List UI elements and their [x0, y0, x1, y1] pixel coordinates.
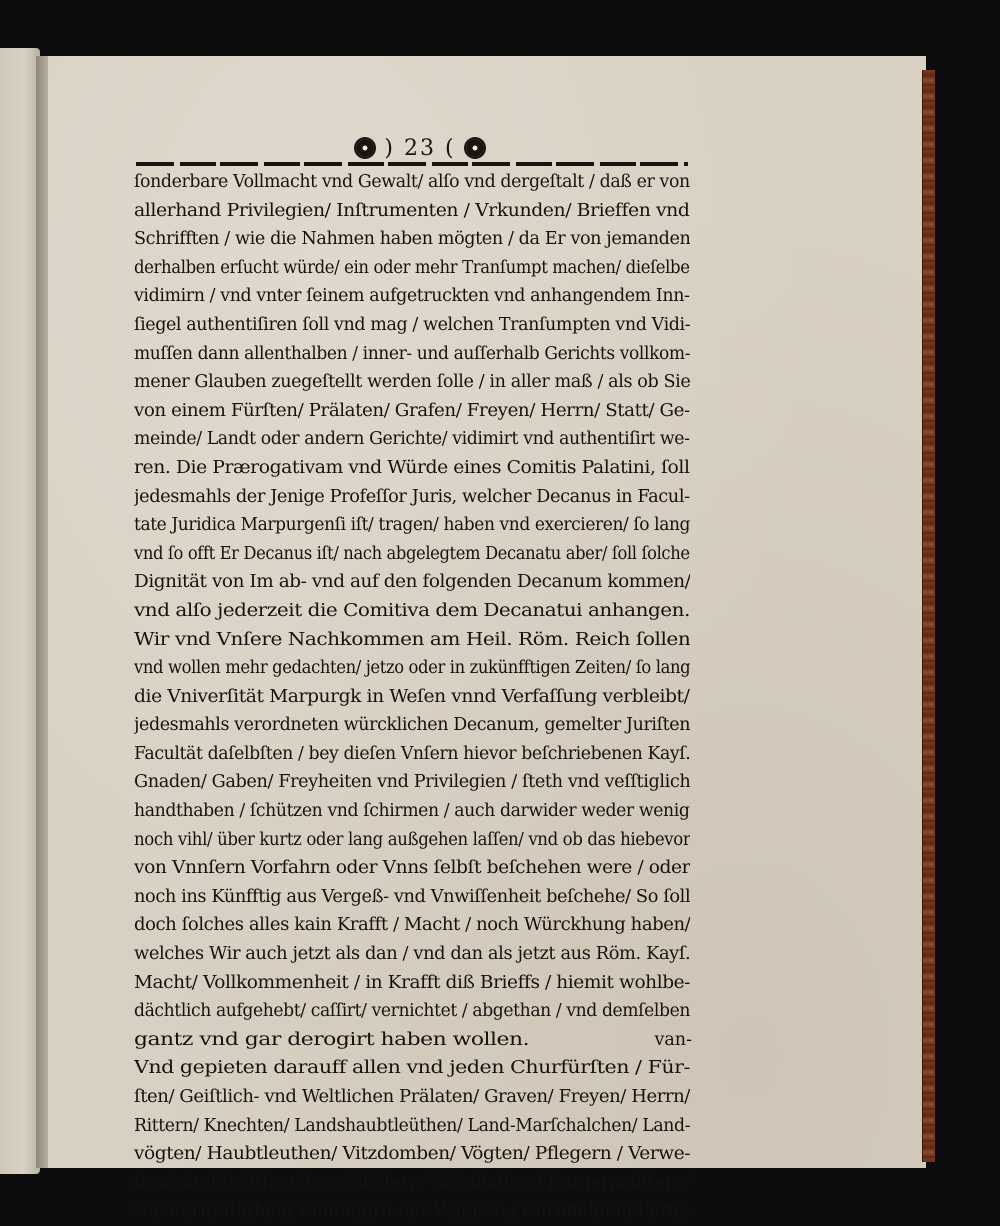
- text-line: vnd ſo offt Er Decanus iſt/ nach abgelegtem Decanatu aber/ ſoll ſolche: [134, 543, 690, 564]
- text-line: Wir vnd Vnſere Nachkommen am Heil. Röm. Reich ſollen: [134, 629, 690, 650]
- text-line: Dignität von Im ab- vnd auf den folgenden Decanum kommen/: [134, 572, 690, 593]
- text-line: ſern/ Ambtleüthen/ Landrichtern/ Schultaiſen / Burgermaiſtern/: [134, 1172, 690, 1193]
- text-line: tate Juridica Marpurgenſi iſt/ tragen/ haben vnd exercieren/ ſo lang: [134, 515, 690, 536]
- text-line: jedesmahls verordneten würcklichen Decanum, gemelter Juriſten: [134, 715, 690, 736]
- text-line: Facultät daſelbſten / bey dieſen Vnſern hievor beſchriebenen Kayſ.: [134, 743, 690, 764]
- text-line: allerhand Privilegien/ Inſtrumenten / Vrkunden/ Brieffen vnd: [134, 200, 690, 221]
- text-line: jedesmahls der Jenige Profeſſor Juris, welcher Decanus in Facul-: [134, 486, 690, 507]
- text-line: meinde/ Landt oder andern Gerichte/ vidimirt vnd authentiſirt we-: [134, 429, 690, 450]
- fleuron-right-icon: [466, 139, 484, 157]
- text-line: Rittern/ Knechten/ Landshaubtleüthen/ Land-Marſchalchen/ Land-: [134, 1115, 690, 1136]
- text-line: derhalben erſucht würde/ ein oder mehr Tranſumpt machen/ dieſelbe: [134, 257, 690, 278]
- fleuron-left-icon: [356, 139, 374, 157]
- body-text: [134, 168, 690, 1226]
- running-head: [150, 130, 690, 166]
- text-line: handthaben / ſchützen vnd ſchirmen / auch darwider weder wenig: [134, 801, 690, 822]
- text-line: dächtlich aufgehebt/ caſſirt/ vernichtet / abgethan / vnd demſelben: [134, 1001, 690, 1022]
- text-line: vögten/ Haubtleuthen/ Vitzdomben/ Vögten/ Pflegern / Verwe-: [134, 1144, 690, 1165]
- facing-page-edge: [0, 48, 40, 1174]
- text-line: gantz vnd gar derogirt haben wollen.: [134, 1029, 530, 1050]
- catchword: van-: [654, 1030, 692, 1050]
- text-line: vidimirn / vnd vnter ſeinem aufgetruckten vnd anhangendem Inn-: [134, 286, 690, 307]
- text-line: ſiegel authentiſiren ſoll vnd mag / welchen Tranſumpten vnd Vidi-: [134, 314, 690, 335]
- text-line: die Vniverſität Marpurgk in Weſen vnnd Verfaſſung verbleibt/: [134, 686, 690, 707]
- text-line: Richtern/ Räthen/ Kündigern der Wappen / Ehrnholden/ Perſe-: [134, 1201, 690, 1222]
- text-line: von Vnnſern Vorfahrn oder Vnns ſelbſt beſchehen were / oder: [134, 858, 690, 879]
- page-fore-edge: [922, 70, 935, 1162]
- header-rule: [136, 162, 688, 166]
- page-number: ) 23 (: [384, 135, 456, 161]
- text-line: ſten/ Geiſtlich- vnd Weltlichen Prälaten/ Graven/ Freyen/ Herrn/: [134, 1087, 690, 1107]
- text-line: vnd wollen mehr gedachten/ jetzo oder in zukünfftigen Zeiten/ ſo lang: [134, 658, 690, 679]
- text-line: Vnd gepieten darauff allen vnd jeden Churfürſten / Für-: [134, 1058, 690, 1079]
- text-line: noch ins Künfftig aus Vergeß- vnd Vnwiſſenheit beſchehe/ So ſoll: [134, 886, 690, 907]
- text-line: von einem Fürſten/ Prälaten/ Grafen/ Freyen/ Herrn/ Statt/ Ge-: [134, 400, 690, 421]
- text-line: muſſen dann allenthalben / inner- und auſſerhalb Gerichts vollkom-: [134, 343, 690, 364]
- text-line: doch ſolches alles kain Krafft / Macht / noch Würckhung haben/: [134, 915, 690, 936]
- text-line: mener Glauben zuegeſtellt werden ſolle / in aller maß / als ob Sie: [134, 372, 690, 393]
- text-line: Gnaden/ Gaben/ Freyheiten vnd Privilegien / ſteth vnd veſſtiglich: [134, 772, 690, 793]
- text-line: ren. Die Prærogativam vnd Würde eines Comitis Palatini, ſoll: [134, 457, 690, 478]
- text-line: Macht/ Vollkommenheit / in Krafft diß Brieffs / hiemit wohlbe-: [134, 972, 690, 993]
- text-line: welches Wir auch jetzt als dan / vnd dan als jetzt aus Röm. Kayſ.: [134, 944, 691, 965]
- text-line: noch vihl/ über kurtz oder lang außgehen laſſen/ vnd ob das hiebevor: [134, 829, 690, 850]
- text-line: Schrifften / wie die Nahmen haben mögten / da Er von jemanden: [134, 229, 690, 250]
- text-line: ſonderbare Vollmacht vnd Gewalt/ alſo vnd dergeſtalt / daß er von: [134, 172, 690, 192]
- text-line: vnd alſo jederzeit die Comitiva dem Decanatui anhangen.: [134, 600, 690, 621]
